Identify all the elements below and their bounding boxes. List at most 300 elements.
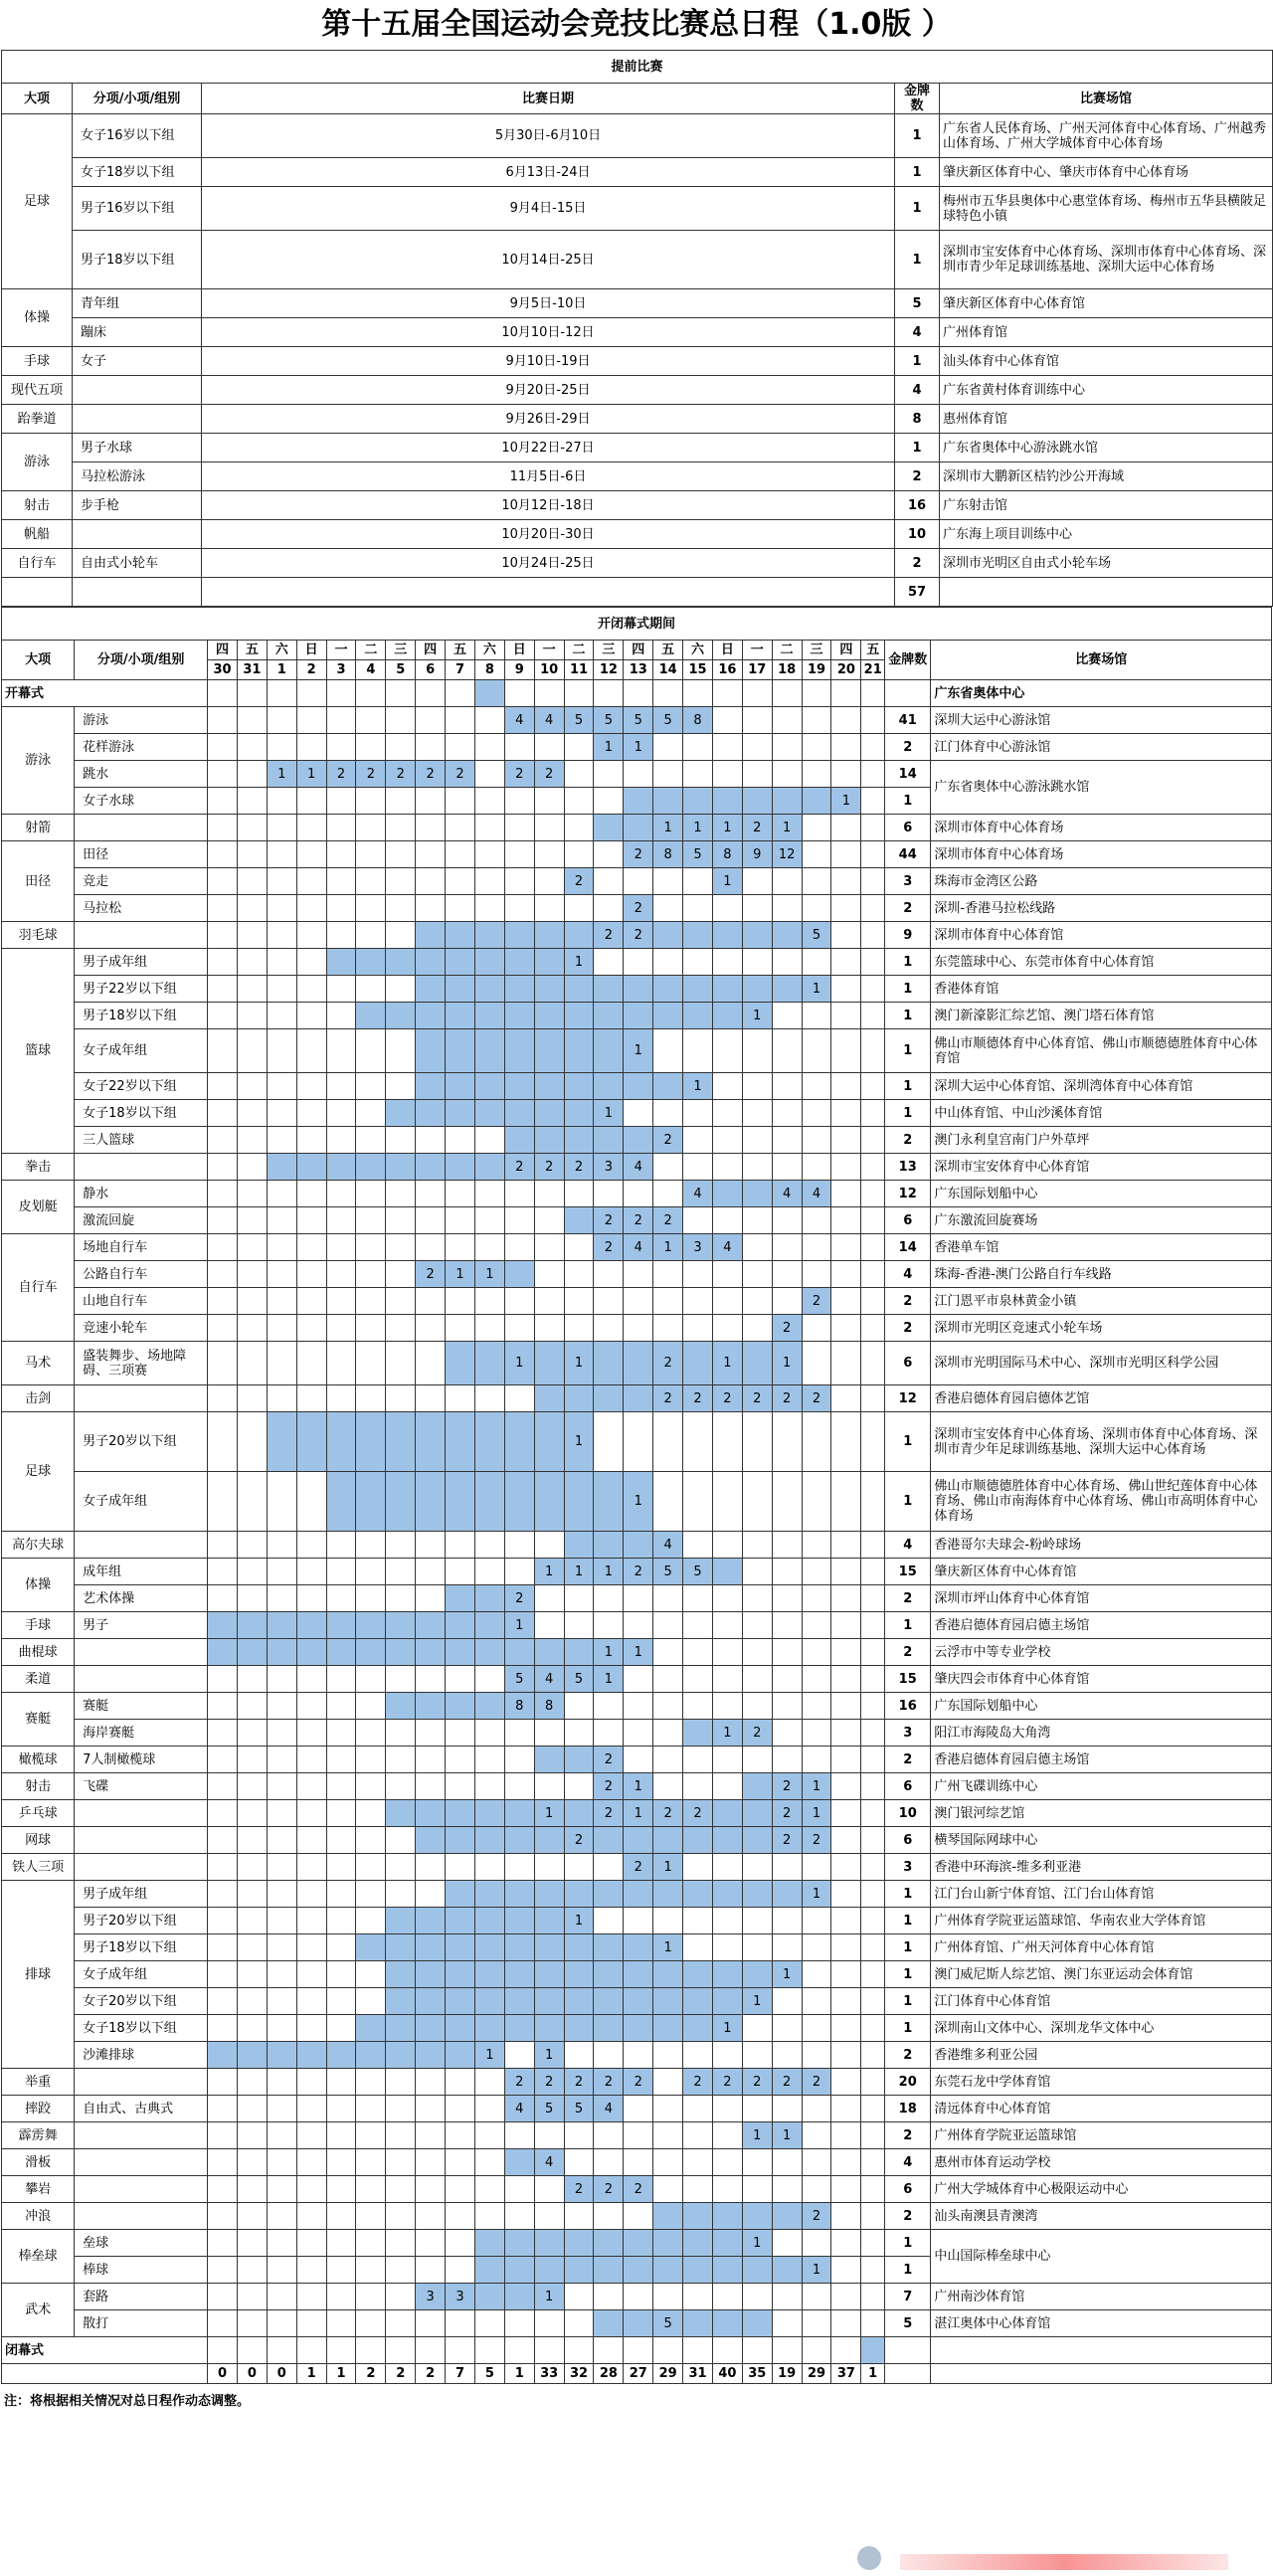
schedule-day	[802, 868, 831, 895]
schedule-day	[267, 1881, 296, 1908]
schedule-day-shaded	[474, 2230, 504, 2257]
schedule-day	[326, 2310, 356, 2337]
schedule-day	[386, 1315, 416, 1342]
day-header: 31	[237, 660, 267, 680]
schedule-day-shaded	[356, 1412, 386, 1472]
schedule-day	[564, 1234, 594, 1261]
schedule-day	[267, 2337, 296, 2364]
schedule-day	[772, 707, 802, 734]
schedule-day	[208, 1532, 238, 1559]
schedule-day	[653, 1666, 683, 1693]
event-cell: 女子20岁以下组	[75, 1988, 208, 2015]
category-cell: 曲棍球	[2, 1639, 75, 1666]
schedule-row	[2, 2284, 1272, 2310]
schedule-day	[564, 1854, 594, 1881]
schedule-day-shaded	[296, 1612, 326, 1639]
schedule-day	[742, 707, 772, 734]
schedule-day	[356, 1234, 386, 1261]
schedule-day	[564, 2122, 594, 2149]
schedule-day	[564, 1585, 594, 1612]
schedule-day-shaded: 1	[564, 1412, 594, 1472]
day-header: 14	[653, 660, 683, 680]
venue-cell: 深圳南山文体中心、深圳龙华文体中心	[931, 2015, 1272, 2042]
schedule-day-shaded	[326, 1154, 356, 1181]
schedule-day	[802, 2230, 831, 2257]
schedule-day	[831, 1154, 861, 1181]
schedule-day	[237, 1234, 267, 1261]
schedule-day	[208, 1934, 238, 1961]
schedule-day	[861, 680, 885, 707]
schedule-day	[267, 2257, 296, 2284]
schedule-day-shaded	[624, 1342, 653, 1385]
schedule-day	[831, 841, 861, 868]
schedule-day	[356, 1720, 386, 1747]
schedule-day-shaded	[653, 1073, 683, 1100]
redaction-mark	[900, 2554, 1228, 2570]
schedule-day	[712, 680, 742, 707]
schedule-day-shaded	[772, 2257, 802, 2284]
schedule-day	[416, 895, 446, 922]
schedule-day	[594, 868, 624, 895]
weekday-header: 五	[237, 641, 267, 660]
schedule-day-shaded: 1	[624, 1800, 653, 1827]
schedule-day-shaded	[504, 976, 534, 1003]
schedule-day	[326, 2230, 356, 2257]
footnote: 注：将根据相关情况对总日程作动态调整。	[4, 2394, 251, 2409]
schedule-day-shaded: 2	[653, 1207, 683, 1234]
schedule-day	[356, 2337, 386, 2364]
schedule-day-shaded	[296, 1154, 326, 1181]
schedule-day	[742, 1908, 772, 1934]
schedule-day	[386, 1385, 416, 1412]
schedule-day-shaded	[474, 2257, 504, 2284]
schedule-day	[416, 2257, 446, 2284]
schedule-day	[712, 1315, 742, 1342]
schedule-day	[742, 1612, 772, 1639]
schedule-day	[594, 1261, 624, 1288]
schedule-day	[356, 1315, 386, 1342]
schedule-day	[683, 949, 713, 976]
schedule-day	[831, 680, 861, 707]
schedule-row	[2, 2042, 1272, 2069]
event-cell: 男子22岁以下组	[75, 976, 208, 1003]
schedule-row	[2, 868, 1272, 895]
schedule-day-shaded: 5	[564, 2096, 594, 2122]
schedule-day-shaded: 8	[683, 707, 713, 734]
schedule-day	[267, 1908, 296, 1934]
schedule-day	[267, 922, 296, 949]
schedule-day	[624, 1288, 653, 1315]
schedule-day-shaded	[446, 1908, 475, 1934]
schedule-day	[831, 2310, 861, 2337]
schedule-day	[208, 1412, 238, 1472]
weekday-header: 日	[712, 641, 742, 660]
schedule-day	[831, 1207, 861, 1234]
schedule-day	[504, 788, 534, 815]
venue-cell: 广州体育学院亚运篮球馆	[931, 2122, 1272, 2149]
schedule-day	[861, 1612, 885, 1639]
schedule-day	[474, 788, 504, 815]
schedule-day-shaded	[504, 1261, 534, 1288]
schedule-day	[386, 2203, 416, 2230]
schedule-day	[237, 815, 267, 841]
schedule-day-shaded	[416, 1100, 446, 1127]
gold-count-cell: 2	[885, 1127, 931, 1154]
schedule-day-shaded	[474, 1881, 504, 1908]
category-cell	[2, 578, 73, 607]
event-cell: 马拉松游泳	[73, 462, 202, 491]
schedule-day-shaded	[386, 949, 416, 976]
schedule-day-shaded: 1	[594, 1100, 624, 1127]
schedule-day	[208, 1988, 238, 2015]
schedule-day	[742, 1234, 772, 1261]
day-header: 15	[683, 660, 713, 680]
event-cell: 成年组	[75, 1559, 208, 1585]
schedule-day-shaded	[683, 1881, 713, 1908]
schedule-day	[594, 1585, 624, 1612]
event-cell: 游泳	[75, 707, 208, 734]
daily-total-cell: 0	[267, 2364, 296, 2384]
schedule-day	[208, 1029, 238, 1073]
schedule-day	[237, 1800, 267, 1827]
venue-cell: 珠海市金湾区公路	[931, 868, 1272, 895]
schedule-day	[237, 2015, 267, 2042]
schedule-day-shaded	[772, 2203, 802, 2230]
schedule-day	[772, 1100, 802, 1127]
schedule-day	[296, 1720, 326, 1747]
schedule-day	[802, 1127, 831, 1154]
schedule-day-shaded	[564, 1029, 594, 1073]
venue-cell: 江门台山新宁体育馆、江门台山体育馆	[931, 1881, 1272, 1908]
schedule-row	[2, 1961, 1272, 1988]
schedule-day-shaded: 2	[534, 761, 564, 788]
schedule-day	[296, 841, 326, 868]
schedule-day-shaded: 1	[474, 2042, 504, 2069]
schedule-day-shaded: 9	[742, 841, 772, 868]
schedule-day	[416, 1854, 446, 1881]
schedule-day-shaded	[624, 815, 653, 841]
schedule-day	[861, 1003, 885, 1029]
gold-count-cell: 2	[885, 1315, 931, 1342]
schedule-day	[653, 2284, 683, 2310]
event-cell	[75, 1827, 208, 1854]
schedule-day-shaded: 1	[802, 1881, 831, 1908]
event-cell: 女子成年组	[75, 1029, 208, 1073]
category-cell: 拳击	[2, 1154, 75, 1181]
daily-total-cell: 28	[594, 2364, 624, 2384]
schedule-row	[2, 2122, 1272, 2149]
schedule-day-shaded: 3	[416, 2284, 446, 2310]
schedule-day	[861, 1154, 885, 1181]
schedule-day	[712, 2096, 742, 2122]
schedule-day-shaded	[594, 2257, 624, 2284]
schedule-day	[534, 868, 564, 895]
date-cell: 10月12日-18日	[202, 491, 895, 520]
schedule-day	[296, 2122, 326, 2149]
schedule-day	[683, 1532, 713, 1559]
schedule-day	[267, 1385, 296, 1412]
schedule-day	[653, 1154, 683, 1181]
date-cell: 11月5日-6日	[202, 462, 895, 491]
schedule-day-shaded	[416, 1154, 446, 1181]
schedule-day-shaded	[683, 1342, 713, 1385]
schedule-day	[831, 2096, 861, 2122]
schedule-day	[831, 1532, 861, 1559]
schedule-day	[474, 734, 504, 761]
schedule-day-shaded	[712, 976, 742, 1003]
schedule-day-shaded	[446, 1827, 475, 1854]
weekday-header: 五	[446, 641, 475, 660]
weekday-header: 四	[416, 641, 446, 660]
schedule-day	[356, 1100, 386, 1127]
day-header: 8	[474, 660, 504, 680]
schedule-row	[2, 1127, 1272, 1154]
schedule-day	[831, 734, 861, 761]
schedule-day-shaded	[683, 2257, 713, 2284]
schedule-day	[326, 680, 356, 707]
schedule-day-shaded: 5	[683, 841, 713, 868]
schedule-day-shaded: 1	[564, 1342, 594, 1385]
schedule-day	[802, 2284, 831, 2310]
schedule-day	[594, 949, 624, 976]
schedule-day	[356, 1773, 386, 1800]
schedule-day	[237, 1854, 267, 1881]
schedule-day	[326, 1559, 356, 1585]
schedule-day	[208, 788, 238, 815]
schedule-day	[446, 1666, 475, 1693]
schedule-row	[2, 1639, 1272, 1666]
schedule-day	[356, 1207, 386, 1234]
schedule-day	[237, 2149, 267, 2176]
event-cell: 竞速小轮车	[75, 1315, 208, 1342]
schedule-day	[802, 1100, 831, 1127]
schedule-day	[564, 1612, 594, 1639]
category-cell: 滑板	[2, 2149, 75, 2176]
schedule-day	[683, 1747, 713, 1773]
schedule-day-shaded: 5	[534, 2096, 564, 2122]
schedule-day	[861, 1288, 885, 1315]
schedule-day-shaded: 2	[564, 1154, 594, 1181]
schedule-day	[861, 949, 885, 976]
schedule-day	[386, 734, 416, 761]
schedule-day-shaded: 2	[653, 1385, 683, 1412]
schedule-day	[416, 2230, 446, 2257]
schedule-day	[474, 2203, 504, 2230]
schedule-day-shaded	[446, 976, 475, 1003]
schedule-day	[712, 734, 742, 761]
schedule-day	[683, 1585, 713, 1612]
weekday-header: 二	[356, 641, 386, 660]
schedule-day-shaded	[534, 1639, 564, 1666]
schedule-day-shaded	[416, 2042, 446, 2069]
event-cell: 沙滩排球	[75, 2042, 208, 2069]
schedule-day	[296, 1827, 326, 1854]
venue-cell: 珠海-香港-澳门公路自行车线路	[931, 1261, 1272, 1288]
venue-cell: 广州体育学院亚运篮球馆、华南农业大学体育馆	[931, 1908, 1272, 1934]
pre-row	[2, 347, 1273, 376]
schedule-day	[296, 1315, 326, 1342]
day-header: 21	[861, 660, 885, 680]
schedule-day	[267, 2284, 296, 2310]
schedule-day-shaded	[446, 1342, 475, 1385]
schedule-day	[356, 1800, 386, 1827]
schedule-day-shaded: 1	[742, 1988, 772, 2015]
schedule-day	[683, 1288, 713, 1315]
schedule-day	[802, 1908, 831, 1934]
schedule-day	[267, 2015, 296, 2042]
schedule-day	[683, 1412, 713, 1472]
gold-count-cell: 4	[885, 1261, 931, 1288]
event-cell: 男子20岁以下组	[75, 1412, 208, 1472]
schedule-day	[356, 1988, 386, 2015]
schedule-day	[474, 1773, 504, 1800]
weekday-header: 四	[624, 641, 653, 660]
schedule-day	[326, 1385, 356, 1412]
schedule-day	[356, 1385, 386, 1412]
schedule-day-shaded	[772, 1881, 802, 1908]
schedule-day-shaded: 1	[504, 1342, 534, 1385]
schedule-day-shaded	[653, 2230, 683, 2257]
event-cell: 男子水球	[73, 434, 202, 462]
schedule-day-shaded	[653, 1881, 683, 1908]
schedule-day	[208, 1800, 238, 1827]
schedule-day-shaded	[594, 1385, 624, 1412]
schedule-day	[326, 1773, 356, 1800]
schedule-day	[742, 734, 772, 761]
schedule-row	[2, 1412, 1272, 1472]
schedule-day	[208, 1747, 238, 1773]
day-header: 12	[594, 660, 624, 680]
gold-count-cell: 12	[885, 1181, 931, 1207]
schedule-day	[296, 680, 326, 707]
schedule-day-shaded	[624, 2310, 653, 2337]
schedule-day	[861, 895, 885, 922]
day-header: 9	[504, 660, 534, 680]
schedule-day	[802, 1961, 831, 1988]
schedule-day	[712, 2149, 742, 2176]
daily-total-cell: 0	[237, 2364, 267, 2384]
schedule-day-shaded: 2	[534, 2069, 564, 2096]
schedule-day	[267, 734, 296, 761]
schedule-day-shaded	[802, 788, 831, 815]
schedule-day	[237, 1315, 267, 1342]
schedule-day	[237, 707, 267, 734]
schedule-day-shaded	[474, 2015, 504, 2042]
gold-count-cell: 2	[885, 2042, 931, 2069]
gold-count-cell: 4	[895, 318, 940, 347]
schedule-day	[356, 734, 386, 761]
gold-count-cell: 8	[895, 405, 940, 434]
gold-count-cell: 7	[885, 2284, 931, 2310]
schedule-day	[237, 922, 267, 949]
header-event: 分项/小项/组别	[75, 641, 208, 680]
schedule-day	[504, 1559, 534, 1585]
schedule-day-shaded: 1	[624, 734, 653, 761]
schedule-day-shaded: 4	[504, 707, 534, 734]
schedule-day-shaded	[474, 1100, 504, 1127]
daily-total-cell: 1	[326, 2364, 356, 2384]
schedule-day	[296, 1988, 326, 2015]
schedule-day-shaded	[386, 1934, 416, 1961]
schedule-day	[356, 976, 386, 1003]
venue-cell: 广东射击馆	[940, 491, 1273, 520]
schedule-day	[208, 1154, 238, 1181]
schedule-day	[296, 2230, 326, 2257]
schedule-day-shaded	[564, 1385, 594, 1412]
schedule-day	[267, 1100, 296, 1127]
schedule-day	[386, 1234, 416, 1261]
schedule-day	[267, 1827, 296, 1854]
day-header: 11	[564, 660, 594, 680]
venue-cell: 深圳市宝安体育中心体育馆	[931, 1154, 1272, 1181]
schedule-day-shaded: 2	[624, 2069, 653, 2096]
schedule-day	[861, 1639, 885, 1666]
schedule-day	[416, 2122, 446, 2149]
schedule-day	[326, 1720, 356, 1747]
category-cell: 足球	[2, 114, 73, 289]
category-cell: 羽毛球	[2, 922, 75, 949]
schedule-day	[772, 2096, 802, 2122]
schedule-day	[326, 976, 356, 1003]
schedule-day	[296, 2284, 326, 2310]
schedule-day	[831, 895, 861, 922]
event-cell: 跳水	[75, 761, 208, 788]
event-cell: 蹦床	[73, 318, 202, 347]
schedule-day	[267, 1693, 296, 1720]
schedule-day	[356, 2122, 386, 2149]
schedule-day-shaded	[296, 1412, 326, 1472]
category-cell: 网球	[2, 1827, 75, 1854]
schedule-day-shaded	[742, 1881, 772, 1908]
venue-cell: 肇庆四会市体育中心体育馆	[931, 1666, 1272, 1693]
schedule-row	[2, 1003, 1272, 1029]
venue-cell: 横琴国际网球中心	[931, 1827, 1272, 1854]
schedule-day	[474, 2176, 504, 2203]
schedule-day-shaded	[534, 1472, 564, 1532]
schedule-day	[861, 1720, 885, 1747]
date-cell: 10月14日-25日	[202, 231, 895, 289]
schedule-day	[356, 2257, 386, 2284]
weekday-header: 六	[267, 641, 296, 660]
category-cell: 排球	[2, 1881, 75, 2069]
venue-cell: 肇庆新区体育中心、肇庆市体育中心体育场	[940, 158, 1273, 187]
schedule-day	[386, 1029, 416, 1073]
schedule-day	[237, 1154, 267, 1181]
schedule-day	[861, 868, 885, 895]
schedule-day	[742, 1559, 772, 1585]
schedule-day	[594, 1720, 624, 1747]
category-cell: 足球	[2, 1412, 75, 1532]
schedule-day	[386, 1881, 416, 1908]
schedule-day	[386, 1127, 416, 1154]
category-cell: 体操	[2, 289, 73, 347]
event-cell: 男子成年组	[75, 949, 208, 976]
schedule-day	[356, 868, 386, 895]
schedule-day-shaded	[208, 2042, 238, 2069]
schedule-day	[653, 895, 683, 922]
schedule-row	[2, 2096, 1272, 2122]
schedule-day	[712, 2337, 742, 2364]
pre-row	[2, 405, 1273, 434]
schedule-day-shaded	[386, 1800, 416, 1827]
schedule-day-shaded	[772, 922, 802, 949]
schedule-day	[504, 1385, 534, 1412]
schedule-day	[504, 1315, 534, 1342]
schedule-day-shaded: 1	[802, 1800, 831, 1827]
schedule-day	[564, 1261, 594, 1288]
schedule-row	[2, 1827, 1272, 1854]
schedule-day-shaded	[474, 1693, 504, 1720]
